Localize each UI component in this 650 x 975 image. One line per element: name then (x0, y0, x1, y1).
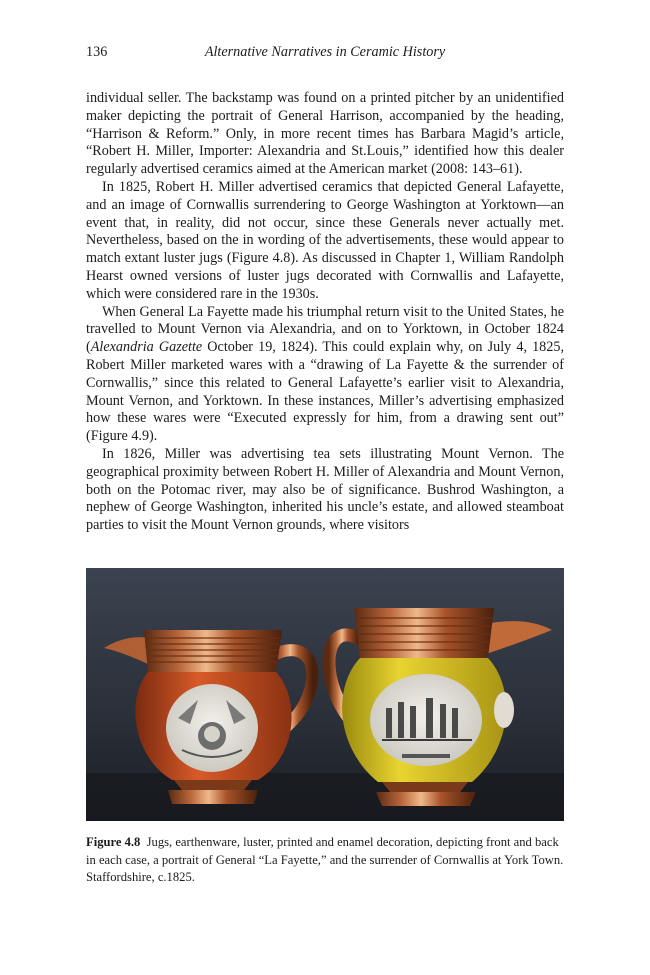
caption-text: Jugs, earthenware, luster, printed and enamel decoration, depicting front and back in each case, a portrait of General “La Fayette,” and the surrender of Cornwallis at York Town. Staffordshire, c.1825. (86, 835, 564, 885)
text-run: When General La Fayette made his triumphal return visit to the United States, he travelled to Mount Vernon via Alexandria, and on to Yorktown, in October 1824 ( (86, 303, 564, 356)
figure-caption (86, 834, 564, 887)
text-run: In 1826, Miller was advertising tea sets illustrating Mount Vernon. The geographical proximity between Robert H. Miller of Alexandria and Mount Vernon, both on the Potomac river, may also be of significance. Bushrod Washington, a nephew of George Washington, inherited his uncle’s estate, and allowed steamboat parties to visit the Mount Vernon grounds, where visitors (86, 445, 564, 534)
paragraph (86, 446, 564, 535)
text-run: In 1825, Robert H. Miller advertised ceramics that depicted General Lafayette, and an image of Cornwallis surrendering to George Washington at Yorktown—an event that, in reality, did not occur, since these Generals never actually met. Nevertheless, based on the in wording of the advertisements, these would appear to match extant luster jugs (Figure 4.8). As discussed in Chapter 1, William Randolph Hearst owned versions of luster jugs decorated with Cornwallis and Lafayette, which were considered rare in the 1930s. (86, 178, 564, 302)
page-number: 136 (86, 44, 108, 60)
page-header (86, 44, 564, 64)
paragraph (86, 304, 564, 446)
body-text (86, 90, 564, 535)
figure-photo-luster-jugs (86, 568, 564, 821)
paragraph (86, 179, 564, 304)
running-title: Alternative Narratives in Ceramic History (204, 44, 446, 60)
figure-label: Figure 4.8 (86, 835, 141, 849)
text-run: October 19, 1824). This could explain why, on July 4, 1825, Robert Miller marketed wares with a “drawing of La Fayette & the surrender of Cornwallis,” since this related to General Lafayette’s earlier visit to Alexandria, Mount Vernon, and Yorktown. In these instances, Miller’s advertising emphasized how these wares were “Executed expressly for him, from a drawing sent out” (Figure 4.9). (86, 339, 564, 445)
text-run: individual seller. The backstamp was found on a printed pitcher by an unidentified maker depicting the portrait of General Harrison, accompanied by the heading, “Harrison & Reform.” Only, in more recent times has Barbara Magid’s article, “Robert H. Miller, Importer: Alexandria and St.Louis,” identified how this dealer regularly advertised ceramics aimed at the American market (2008: 143–61). (86, 90, 564, 178)
paragraph (86, 90, 564, 179)
newspaper-title: Alexandria Gazette (90, 339, 203, 356)
